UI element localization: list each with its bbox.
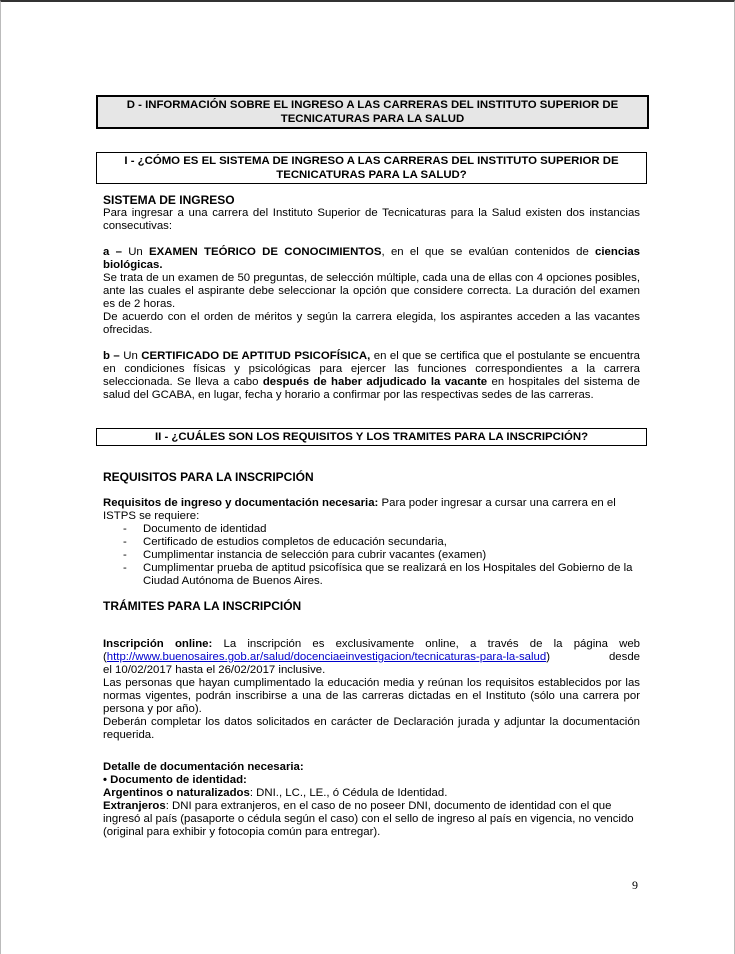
page-number: 9 <box>632 878 638 892</box>
tramites-block <box>103 638 666 742</box>
item-a-intro <box>103 246 640 272</box>
sistema-intro: Para ingresar a una carrera del Instituto Superior de Tecnicaturas para la Salud existen dos instancias consecutivas: <box>103 207 640 232</box>
requisitos-lead-bold: Requisitos de ingreso y documentación necesaria: <box>103 497 379 509</box>
argentinos-text: : DNI., LC., LE., ó Cédula de Identidad. <box>249 787 448 799</box>
item-a-merit: De acuerdo con el orden de méritos y según la carrera elegida, los aspirantes acceden a las vacantes ofrecidas. <box>103 311 640 336</box>
item-a-text: Un <box>128 246 150 258</box>
inscripcion-online-text: La inscripción es exclusivamente online, a través de la página web ( <box>103 638 640 663</box>
requisitos-heading: REQUISITOS PARA LA INSCRIPCIÓN <box>103 470 314 484</box>
list-item <box>103 523 640 536</box>
tramites-eligibility: Las personas que hayan cumplimentado la educación media y reúnan los requisitos establecidos por las normas vigentes, podrán inscribirse a una de las carreras dictadas en el Instituto (sólo una carrera por persona y por año). <box>103 677 640 715</box>
item-b-bold2: después de haber adjudicado la vacante <box>262 376 488 388</box>
item-a-prefix: a – <box>103 246 129 258</box>
tramites-declaration: Deberán completar los datos solicitados en carácter de Declaración jurada y adjuntar la documentación requerida. <box>103 716 640 741</box>
item-a-details: Se trata de un examen de 50 preguntas, de selección múltiple, cada una de ellas con 4 opciones posibles, ante las cuales el aspirante debe seleccionar la opción que considere correcta. La duración del examen es de 2 horas. <box>103 272 640 310</box>
list-item <box>103 536 640 549</box>
requisitos-lead <box>103 497 640 523</box>
item-b-bold: CERTIFICADO DE APTITUD PSICOFÍSICA, <box>141 350 371 362</box>
extranjeros-label: Extranjeros <box>103 800 166 812</box>
detalle-argentinos <box>103 787 640 800</box>
dash-bullet: - <box>123 536 127 548</box>
item-b-text2: en el que se certifica que el postulante se encuentra en condiciones físicas y psicológicas para ejercer las funciones correspondientes a la carrera seleccionada. Se lleva a cabo <box>103 350 641 388</box>
list-item-text: Cumplimentar instancia de selección para cubrir vacantes (examen) <box>143 549 487 561</box>
detalle-doc-identidad: • Documento de identidad: <box>103 774 247 786</box>
sistema-block <box>103 194 640 233</box>
inscripcion-online <box>103 638 666 677</box>
item-a-block <box>103 246 640 337</box>
inscripcion-link[interactable]: http://www.buenosaires.gob.ar/salud/docenciaeinvestigacion/tecnicaturas-para-la-salud <box>106 651 547 663</box>
detalle-extranjeros <box>103 800 640 839</box>
detalle-heading: Detalle de documentación necesaria: <box>103 761 304 773</box>
list-item <box>103 562 640 588</box>
item-a-text2: , en el que se evalúan contenidos de <box>381 246 596 258</box>
list-item-text: Certificado de estudios completos de educación secundaria, <box>143 536 447 548</box>
item-b-prefix: b – <box>103 350 124 362</box>
sistema-heading: SISTEMA DE INGRESO <box>103 193 235 207</box>
detalle-block <box>103 761 640 839</box>
inscripcion-online-label: Inscripción online: <box>103 638 213 650</box>
dash-bullet: - <box>123 562 127 574</box>
list-item-text: Cumplimentar prueba de aptitud psicofísica que se realizará en los Hospitales del Gobierno de la Ciudad Autónoma de Buenos Aires. <box>143 562 633 587</box>
argentinos-label: Argentinos o naturalizados <box>103 787 250 799</box>
tramites-heading: TRÁMITES PARA LA INSCRIPCIÓN <box>103 599 302 613</box>
list-item-text: Documento de identidad <box>143 523 267 535</box>
section-i-title: I - ¿CÓMO ES EL SISTEMA DE INGRESO A LAS CARRERAS DEL INSTITUTO SUPERIOR DE TECNICATURAS PARA LA SALUD? <box>96 152 647 184</box>
item-b-text: Un <box>123 350 142 362</box>
tramites-heading-block <box>103 600 640 613</box>
section-d-title: D - INFORMACIÓN SOBRE EL INGRESO A LAS CARRERAS DEL INSTITUTO SUPERIOR DE TECNICATURAS PARA LA SALUD <box>96 95 649 129</box>
section-ii-title: II - ¿CUÁLES SON LOS REQUISITOS Y LOS TRAMITES PARA LA INSCRIPCIÓN? <box>96 428 647 446</box>
requisitos-block <box>103 471 640 588</box>
extranjeros-text: : DNI para extranjeros, en el caso de no poseer DNI, documento de identidad con el que ingresó al país (pasaporte o cédula según el caso) con el sello de ingreso al país en vigencia, no vencido (original para exhibir y fotocopia común para entregar). <box>103 800 634 838</box>
item-a-bold: EXAMEN TEÓRICO DE CONOCIMIENTOS <box>149 246 382 258</box>
inscripcion-dates: ) desde el 10/02/2017 hasta el 26/02/2017 inclusive. <box>103 651 666 676</box>
dash-bullet: - <box>123 523 127 535</box>
item-a-bold2: ciencias biológicas. <box>103 246 641 271</box>
dash-bullet: - <box>123 549 127 561</box>
list-item <box>103 549 640 562</box>
requisitos-list <box>103 523 640 588</box>
requisitos-lead-text: Para poder ingresar a cursar una carrera en el ISTPS se requiere: <box>103 497 616 522</box>
item-b-block <box>103 350 640 402</box>
item-b-text3: en hospitales del sistema de salud del GCABA, en lugar, fecha y horario a confirmar por las respectivas sedes de las carreras. <box>103 376 640 401</box>
